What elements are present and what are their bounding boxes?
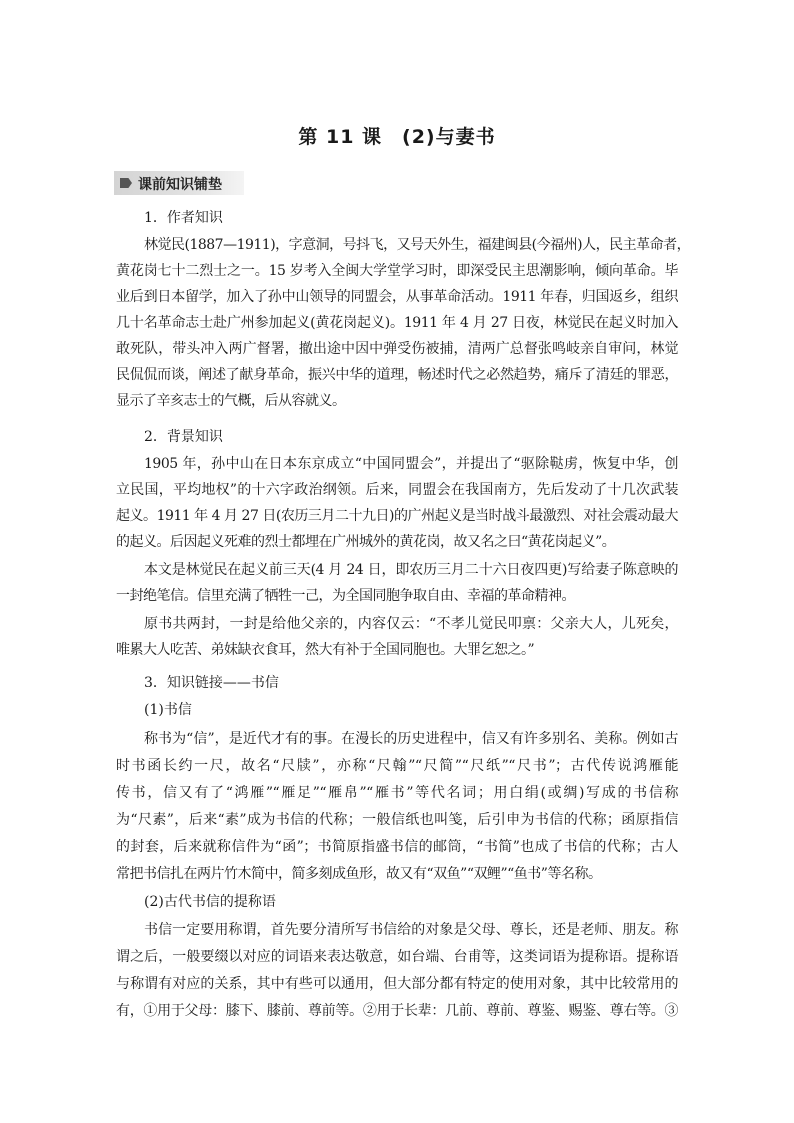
subheading-salutations: (2)古代书信的提称语 [144,894,276,910]
paragraph-line: 与称谓有对应的关系，其中有些可以通用，但大部分都有特定的使用对象，其中比较常用的 [116,976,678,992]
paragraph-line: 业后到日本留学，加入了孙中山领导的同盟会，从事革命活动。1911 年春，归国返乡，组织 [116,289,678,305]
paragraph-line: 的封套，后来就称信件为“函”；书简原指盛书信的邮筒，“书简”也成了书信的代称；古人 [116,839,678,855]
paragraph-line: 林觉民(1887—1911)，字意洞，号抖飞，又号天外生，福建闽县(今福州)人，民主革命者， [144,237,691,253]
section-banner-label: 课前知识铺垫 [138,177,222,193]
arrow-marker-icon [120,178,132,188]
heading-background: 2．背景知识 [144,429,223,445]
heading-author: 1．作者知识 [144,210,223,226]
paragraph-line: 的起义。后因起义死难的烈士都埋在广州城外的黄花岗，故又名之曰“黄花岗起义”。 [116,534,616,550]
paragraph-line: 谓之后，一般要缀以对应的词语来表达敬意，如台端、台甫等，这类词语为提称语。提称语 [116,949,678,965]
paragraph-line: 民侃侃而谈，阐述了献身革命，振兴中华的道理，畅述时代之必然趋势，痛斥了清廷的罪恶， [116,367,678,383]
paragraph-line: 本文是林觉民在起义前三天(4 月 24 日，即农历三月二十六日夜四更)写给妻子陈意映的 [144,562,678,578]
section-banner [114,171,244,195]
heading-letters: 3．知识链接——书信 [144,675,279,691]
paragraph-line: 传书，信又有了“鸿雁”“雁足”“雁帛”“雁书”等代名词；用白绢(或绸)写成的书信称 [116,785,678,801]
paragraph-line: 唯累大人吃苦、弟妹缺衣食耳，然大有补于全国同胞也。大罪乞恕之。” [116,642,535,658]
paragraph-line: 几十名革命志士赴广州参加起义(黄花岗起义)。1911 年 4 月 27 日夜，林觉民在起义时加入 [116,315,678,331]
paragraph-line: 黄花岗七十二烈士之一。15 岁考入全闽大学堂学习时，即深受民主思潮影响，倾向革命。毕 [116,263,678,279]
paragraph-line: 为“尺素”，后来“素”成为书信的代称；一般信纸也叫笺，后引申为书信的代称；函原指信 [116,812,678,828]
paragraph-line: 立民国，平均地权”的十六字政治纲领。后来，同盟会在我国南方，先后发动了十几次武装 [116,482,678,498]
paragraph-line: 显示了辛亥志士的气概，后从容就义。 [116,393,346,409]
paragraph-line: 称书为“信”，是近代才有的事。在漫长的历史进程中，信又有许多别名、美称。例如古 [144,731,678,747]
paragraph-line: 常把书信扎在两片竹木简中，简多刻成鱼形，故又有“双鱼”“双鲤”“鱼书”等名称。 [116,866,602,882]
paragraph-line: 时书函长约一尺，故名“尺牍”，亦称“尺翰”“尺简”“尺纸”“尺书”；古代传说鸿雁能 [116,758,678,774]
page-title: 第 11 课 (2)与妻书 [298,126,496,148]
paragraph-line: 有，①用于父母：膝下、膝前、尊前等。②用于长辈：几前、尊前、尊鉴、赐鉴、尊右等。③ [116,1003,678,1019]
paragraph-line: 敢死队，带头冲入两广督署，撤出途中因中弹受伤被捕，清两广总督张鸣岐亲自审问，林觉 [116,341,678,357]
paragraph-line: 原书共两封，一封是给他父亲的，内容仅云：“不孝儿觉民叩禀：父亲大人，儿死矣， [144,616,678,632]
paragraph-line: 1905 年，孙中山在日本东京成立“中国同盟会”，并提出了“驱除鞑虏，恢复中华，创 [144,456,678,472]
paragraph-line: 起义。1911 年 4 月 27 日(农历三月二十九日)的广州起义是当时战斗最激烈、对社会震动最大 [116,508,678,524]
paragraph-line: 书信一定要用称谓，首先要分清所写书信给的对象是父母、尊长，还是老师、朋友。称 [144,922,678,938]
paragraph-line: 一封绝笔信。信里充满了牺牲一己，为全国同胞争取自由、幸福的革命精神。 [116,588,575,604]
subheading-letters: (1)书信 [144,702,192,718]
